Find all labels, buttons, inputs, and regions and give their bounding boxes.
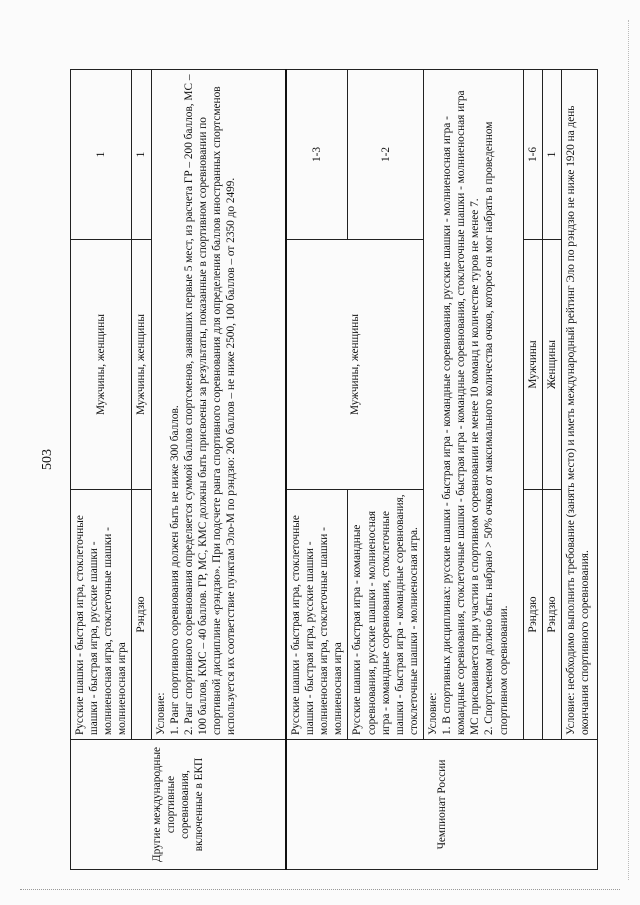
condition-item: 2. Ранг спортивного соревнования определяется суммой баллов спортсменов, занявших первые 5 мест, из расчета ГР – 200 баллов, МС – 100 баллов, КМС – 40 баллов. ГР, МС, КМС должны быть присвоены за результаты, показанные в спортивном соревновании по спортивной дисциплине «рэндзю». При подсчете ранга спортивного соревнования для определения баллов иностранных спортсменов используется их соответствие пунктам Эло-М по рэндзю: 200 баллов – не ниже 2500, 100 баллов – от 2350 до 2499. [182,74,238,735]
gender-cell: Мужчины, женщины [71,240,132,490]
disciplines-cell: Русские шашки - быстрая игра - командные соревнования, русские шашки - молниеносная игра - командные соревнования, стоклеточные шашки - быстрая игра - командные соревнования, стоклеточные шашки - молниеносная игра. [348,490,424,740]
place-cell: 1 [543,70,562,240]
condition-item: 1. Ранг спортивного соревнования должен быть не ниже 300 баллов. [168,405,181,735]
page-number: 503 [40,449,55,470]
place-cell: 1 [132,70,151,240]
place-cell: 1-2 [348,70,424,240]
condition-cell [424,70,524,740]
gender-cell: Женщины [543,240,562,490]
condition-item: 2. Спортсменом должно быть набрано > 50% очков от максимального количества очков, которое он мог набрать в проведенном спортивном соревновании. [483,121,510,735]
section-category: Чемпионат России [286,740,598,870]
gender-cell: Мужчины, женщины [286,240,423,490]
condition-title: Условие: [154,692,167,735]
scan-edge-right [628,20,629,880]
gender-cell: Мужчины [524,240,543,490]
condition-title: Условие: [427,692,440,735]
disciplines-cell: Рэндзю [524,490,543,740]
scan-edge-bottom [20,889,620,890]
disciplines-cell: Рэндзю [132,490,151,740]
disciplines-cell: Русские шашки - быстрая игра, стоклеточные шашки - быстрая игра, русские шашки - молниеносная игра, стоклеточные шашки - молниеносная игра [286,490,348,740]
place-cell: 1 [71,70,132,240]
section-category: Другие международные спортивные соревнования, включенные в ЕКП [71,740,287,870]
condition-item: 1. В спортивных дисциплинах: русские шашки - быстрая игра - командные соревнования, русские шашки - молниеносная игра - командные соревнования, стоклеточные шашки - быстрая игра - командные соревнования, стоклеточные шашки - молниеносная игра МС присваивается при участии в спортивном соревновании не менее 10 команд и количестве туров не менее 7. [441,90,482,735]
rotated-table-container [70,70,592,870]
disciplines-cell: Русские шашки - быстрая игра, стоклеточные шашки - быстрая игра, русские шашки - молниеносная игра, стоклеточные шашки - молниеносная игра [71,490,132,740]
place-cell: 1-3 [286,70,348,240]
table-row [71,70,132,870]
place-cell: 1-6 [524,70,543,240]
condition-cell [562,70,598,740]
condition-text: Условие: необходимо выполнить требование (занять место) и иметь международный рейтинг Эло по рэндзю не ниже 1920 на день окончания спортивного соревнования. [565,105,592,735]
disciplines-cell: Рэндзю [543,490,562,740]
condition-cell [151,70,286,740]
gender-cell: Мужчины, женщины [132,240,151,490]
sport-category-table [70,69,598,870]
table-row [286,70,348,870]
